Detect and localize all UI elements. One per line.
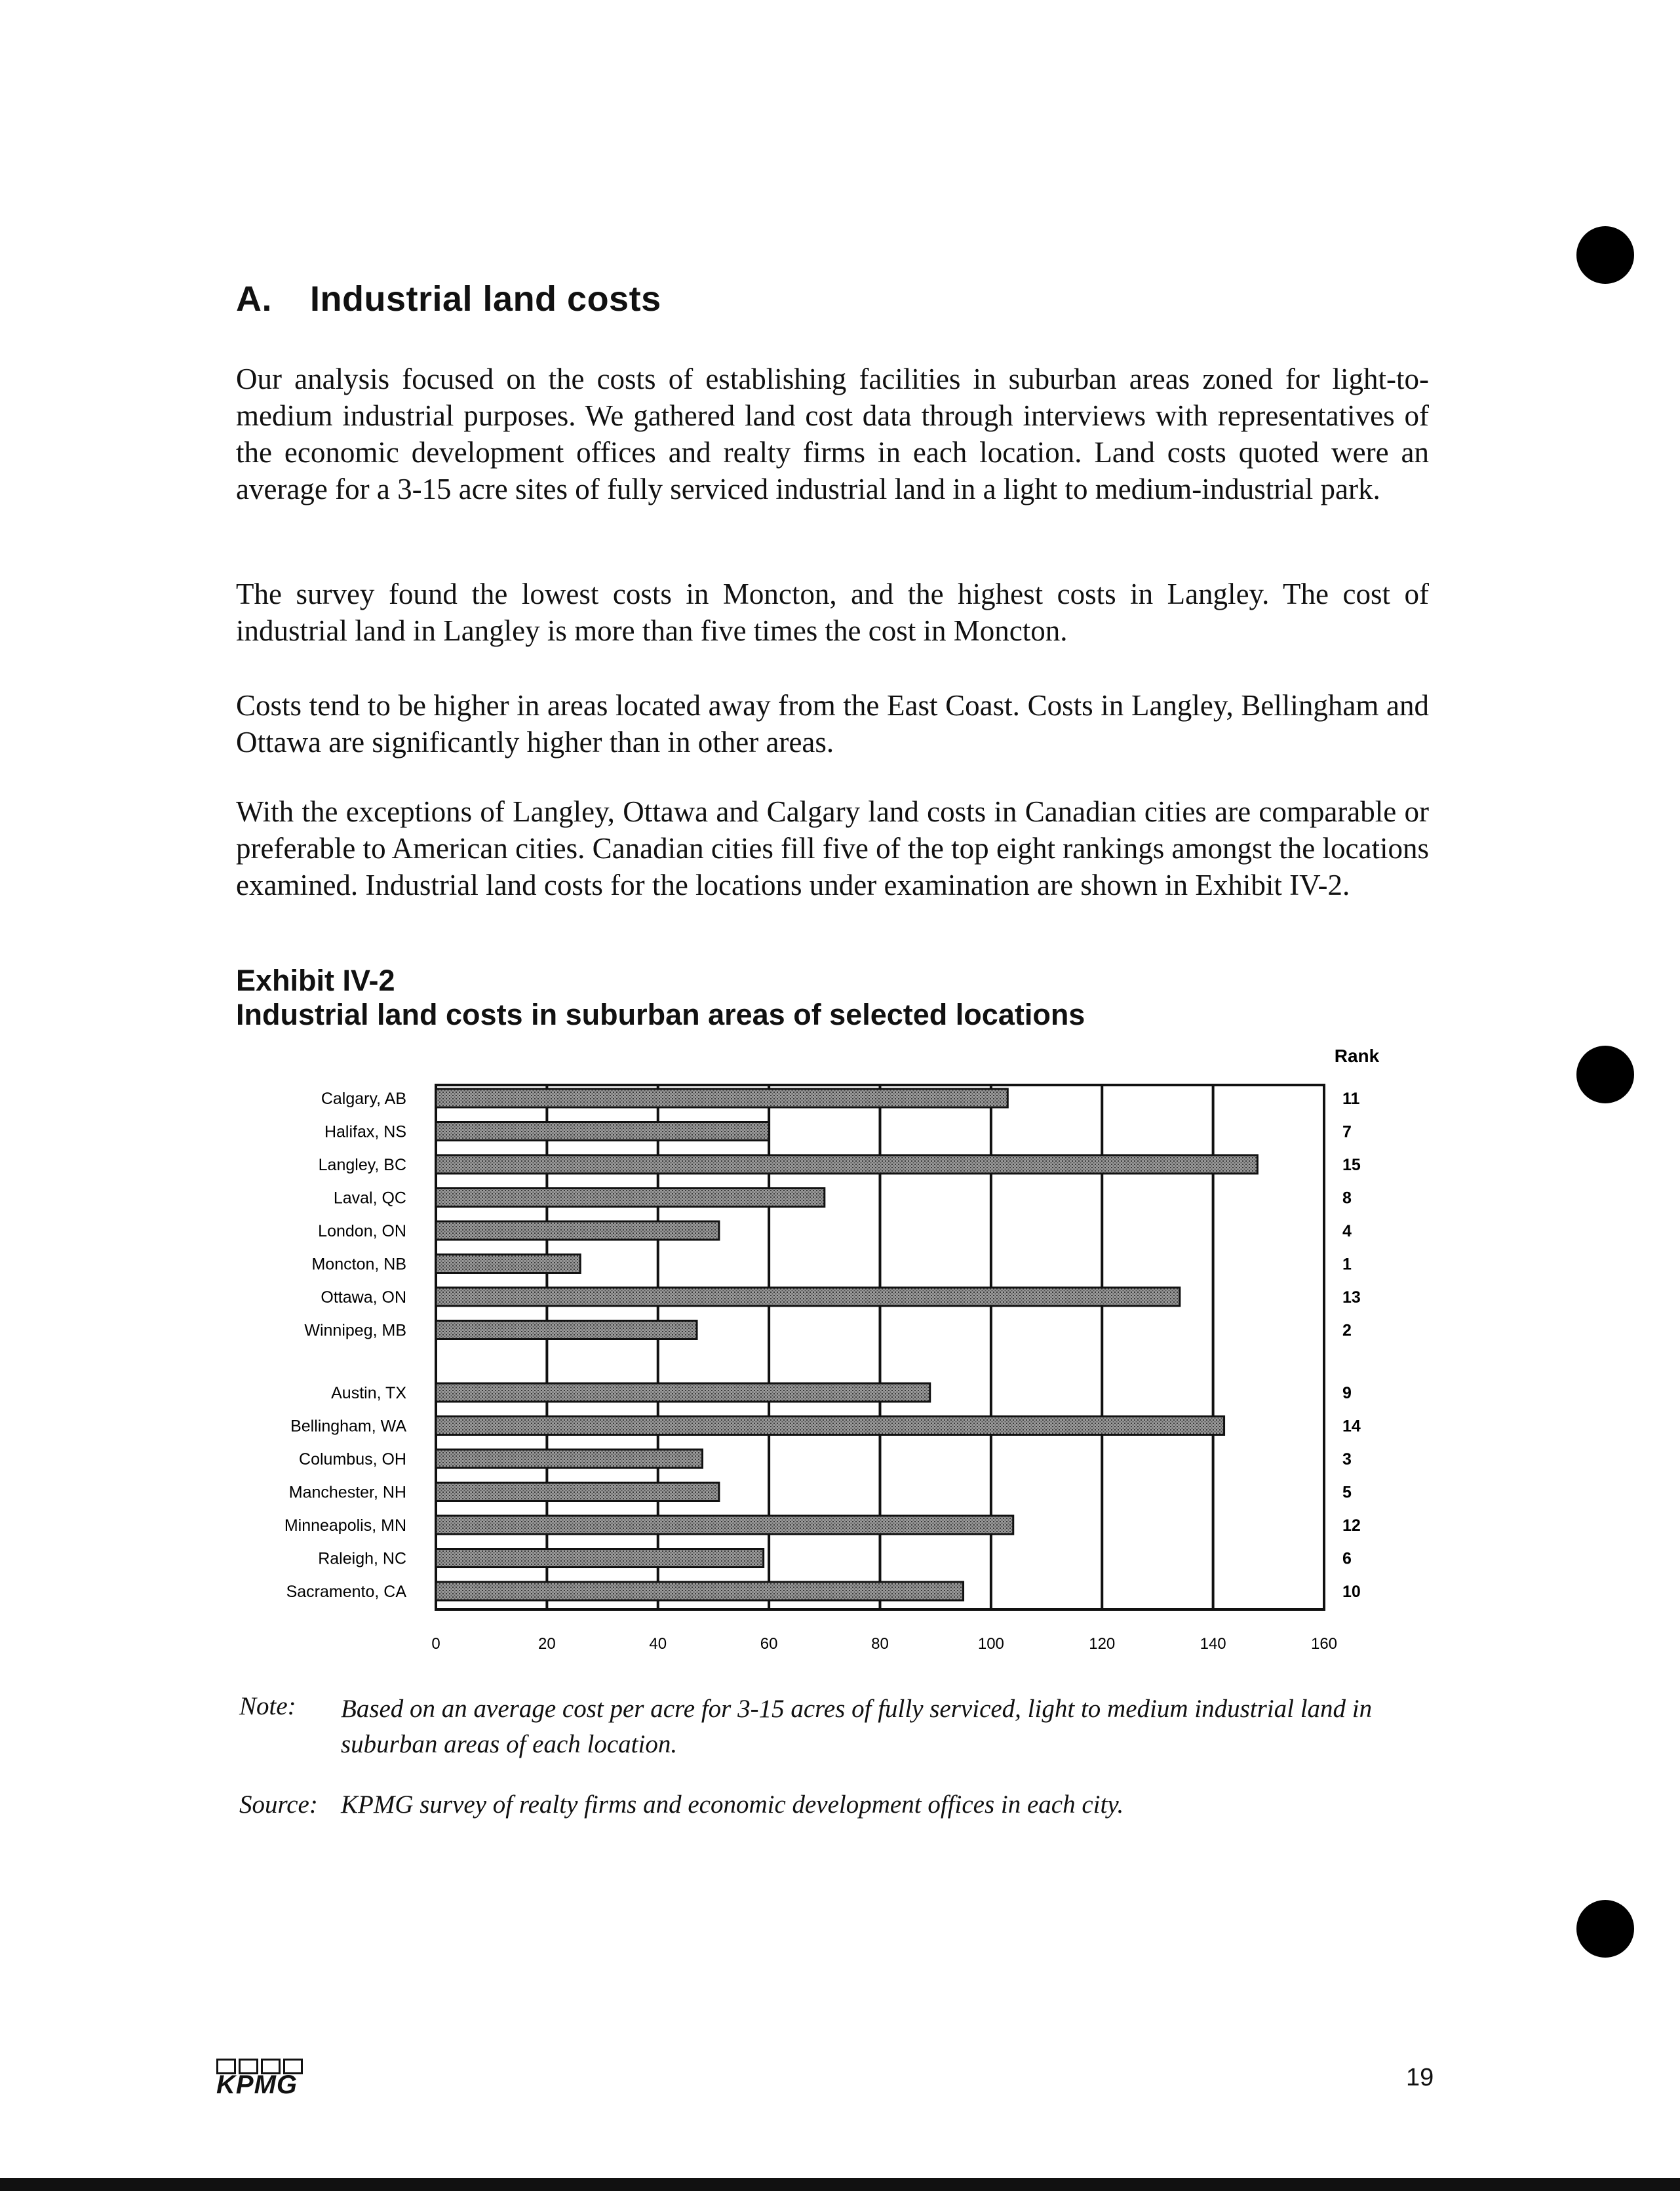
exhibit-label: Exhibit IV-2	[236, 964, 395, 997]
x-tick-label: 60	[760, 1635, 778, 1653]
x-tick-label: 160	[1310, 1635, 1338, 1653]
rank-value: 13	[1342, 1288, 1361, 1307]
bar	[436, 1221, 719, 1240]
category-label: London, ON	[318, 1222, 406, 1240]
category-label: Calgary, AB	[321, 1090, 406, 1108]
bar	[436, 1255, 580, 1273]
bar	[436, 1122, 769, 1141]
x-tick-label: 20	[538, 1635, 556, 1653]
note-label: Note:	[239, 1692, 296, 1720]
paragraph: Costs tend to be higher in areas located away from the East Coast. Costs in Langley, Bellingham and Ottawa are significantly higher than in other areas.	[236, 689, 1429, 759]
page-number: 19	[1406, 2064, 1434, 2091]
category-label: Moncton, NB	[311, 1255, 406, 1274]
bar	[436, 1321, 697, 1339]
rank-header: Rank	[1334, 1046, 1380, 1066]
kpmg-logo	[216, 2059, 308, 2104]
rank-value: 4	[1342, 1222, 1352, 1240]
x-tick-label: 80	[871, 1635, 889, 1653]
x-tick-label: 120	[1089, 1635, 1116, 1653]
exhibit-title: Industrial land costs in suburban areas of selected locations	[236, 998, 1085, 1031]
paragraph: Our analysis focused on the costs of establishing facilities in suburban areas zoned for light-to-medium industrial purposes. We gathered land cost data through interviews with representatives of the economic development offices and realty firms in each location. Land costs quoted were an average for a 3-15 acre sites of fully serviced industrial land in a light to medium-industrial park.	[236, 363, 1429, 505]
category-label: Austin, TX	[331, 1384, 406, 1402]
bar	[436, 1516, 1013, 1534]
category-label: Langley, BC	[318, 1156, 406, 1174]
category-label: Bellingham, WA	[290, 1417, 406, 1436]
paragraph: With the exceptions of Langley, Ottawa and Calgary land costs in Canadian cities are comparable or preferable to American cities. Canadian cities fill five of the top eight rankings amongst the locations examined. Industrial land costs for the locations under examination are shown in Exhibit IV-2.	[236, 795, 1429, 901]
bar	[436, 1483, 719, 1501]
rank-value: 11	[1342, 1090, 1360, 1108]
bar	[436, 1155, 1257, 1174]
x-tick-label: 40	[649, 1635, 667, 1653]
chart-bars	[436, 1089, 1257, 1600]
logo-wordmark: KPMG	[216, 2070, 298, 2099]
section-letter: A.	[236, 279, 272, 319]
x-tick-label: 140	[1200, 1635, 1226, 1653]
rank-value: 9	[1342, 1384, 1352, 1402]
category-label: Manchester, NH	[288, 1483, 406, 1502]
rank-value: 10	[1342, 1583, 1361, 1601]
bar	[436, 1089, 1007, 1107]
category-label: Halifax, NS	[324, 1122, 406, 1141]
paragraph: The survey found the lowest costs in Moncton, and the highest costs in Langley. The cost of industrial land in Langley is more than five times the cost in Moncton.	[236, 578, 1429, 647]
rank-value: 3	[1342, 1450, 1352, 1469]
bar	[436, 1383, 930, 1402]
category-label: Laval, QC	[333, 1189, 406, 1208]
category-label: Raleigh, NC	[318, 1549, 406, 1568]
rank-value: 12	[1342, 1516, 1361, 1535]
note-text: Based on an average cost per acre for 3-15 acres of fully serviced, light to medium industrial land in suburban areas of each location.	[341, 1695, 1373, 1758]
rank-value: 15	[1342, 1156, 1361, 1174]
chart-labels	[284, 1090, 407, 1601]
rank-value: 1	[1342, 1255, 1352, 1274]
rank-value: 5	[1342, 1483, 1352, 1502]
source-text: KPMG survey of realty firms and economic development offices in each city.	[341, 1790, 1124, 1819]
section-title: Industrial land costs	[310, 279, 661, 319]
source-label: Source:	[239, 1790, 318, 1819]
bar	[436, 1582, 964, 1600]
category-label: Winnipeg, MB	[304, 1321, 406, 1340]
rank-value: 14	[1342, 1417, 1361, 1436]
bar	[436, 1450, 703, 1468]
page-bottom-border	[0, 2178, 1680, 2191]
category-label: Ottawa, ON	[321, 1288, 406, 1307]
bar	[436, 1189, 825, 1207]
category-label: Minneapolis, MN	[284, 1516, 406, 1535]
rank-value: 7	[1342, 1122, 1352, 1141]
rank-value: 8	[1342, 1189, 1352, 1208]
category-label: Columbus, OH	[299, 1450, 406, 1469]
chart-ranks	[1335, 1046, 1380, 1601]
bar	[436, 1288, 1180, 1306]
bar	[436, 1549, 764, 1568]
rank-value: 2	[1342, 1321, 1352, 1340]
chart-ticks	[431, 1635, 1337, 1653]
x-tick-label: 100	[977, 1635, 1004, 1653]
rank-value: 6	[1342, 1549, 1352, 1568]
x-tick-label: 0	[431, 1635, 440, 1653]
punch-hole	[1576, 1900, 1634, 1958]
category-label: Sacramento, CA	[286, 1583, 406, 1601]
bar	[436, 1417, 1224, 1435]
